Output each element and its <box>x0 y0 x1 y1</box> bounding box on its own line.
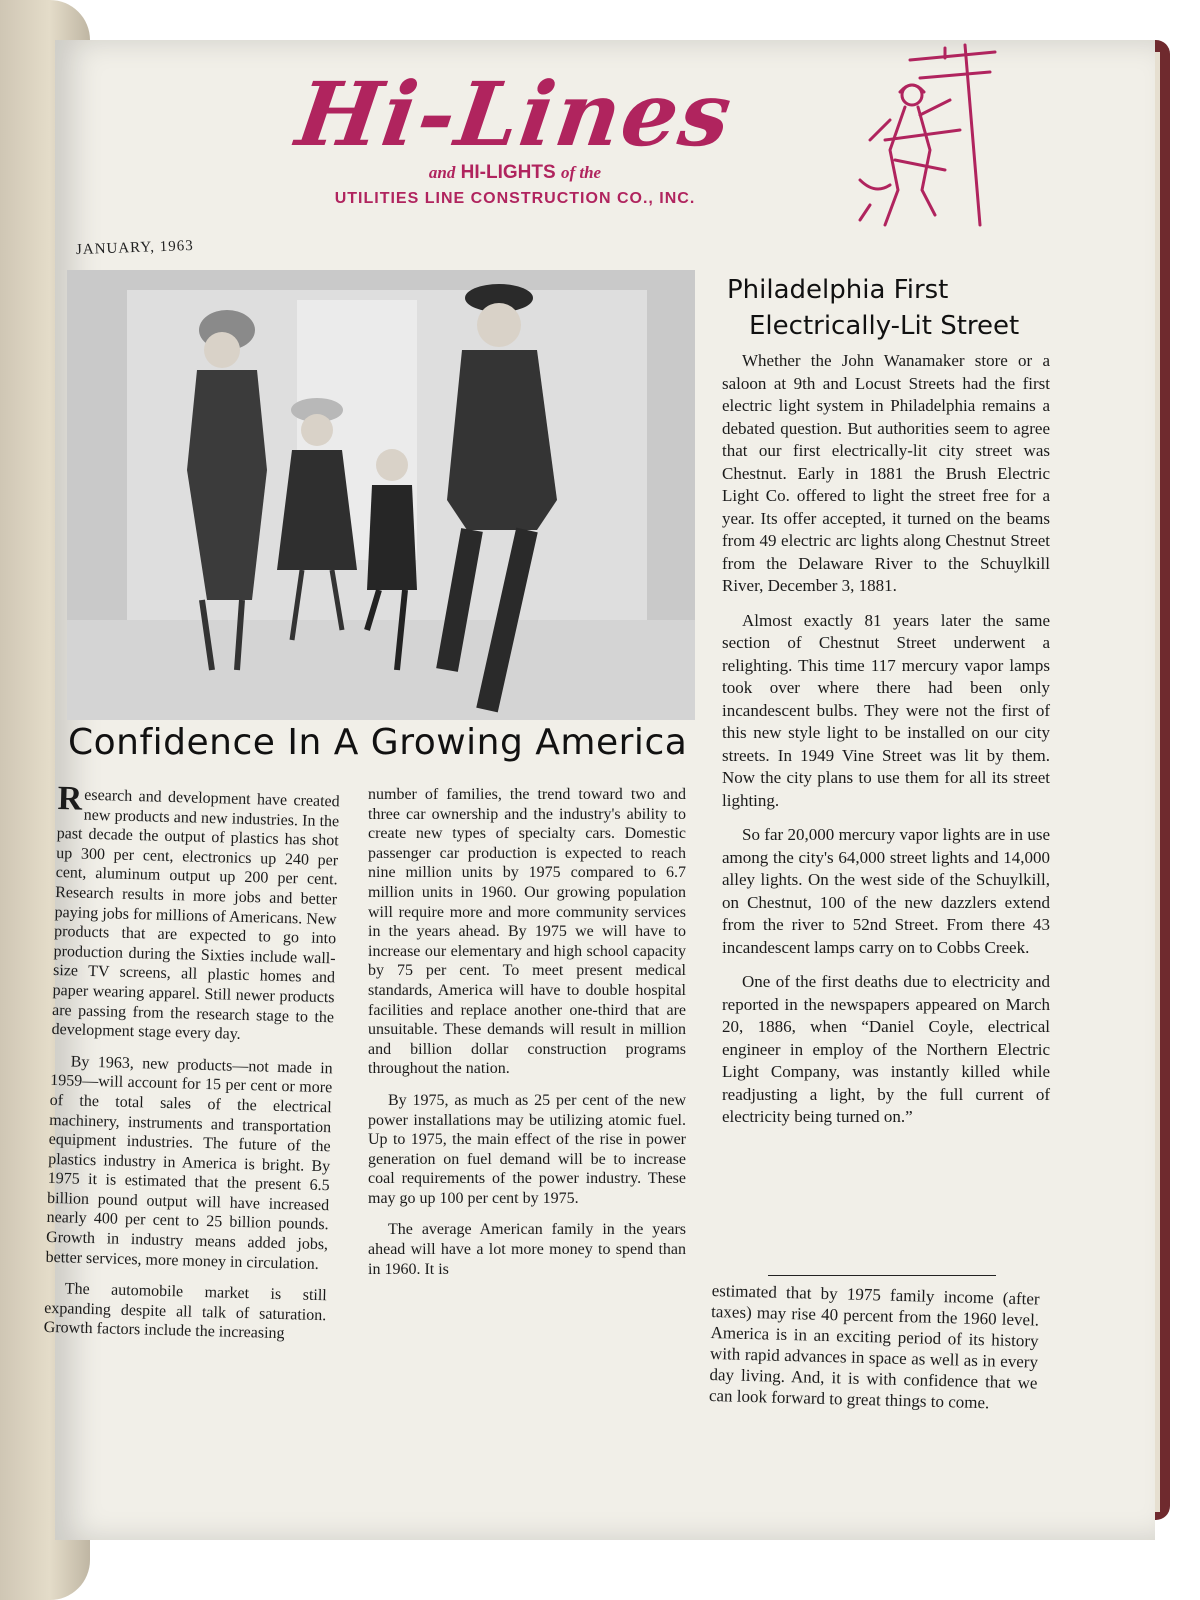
family-walking-illustration <box>67 270 695 720</box>
side-title-line-2: Electrically-Lit Street <box>749 311 1020 341</box>
drop-cap-letter: R <box>57 780 83 818</box>
article-paragraph: By 1975, as much as 25 per cent of the new power installations may be utilizing atomic fuel. Up to 1975, the main effect of the rise in power generation on fuel demand will be to increase coal requirements of the power industry. These may go up 100 per cent by 1975. <box>368 1091 686 1207</box>
side-title-line-1: Philadelphia First <box>727 275 949 305</box>
article-paragraph: By 1963, new products—not made in 1959—will account for 15 per cent or more of the total sales of the electrical machinery, instruments and transportation equipment industries. The future of the plastics industry in America is bright. By 1975 it is estimated that the present 6.5 billion pound output will have increased nearly 400 per cent to 25 billion pounds. Growth in industry means added jobs, better services, more money in circulation. <box>45 1053 333 1273</box>
masthead <box>280 62 750 208</box>
issue-date: JANUARY, 1963 <box>75 237 194 259</box>
column-divider-rule <box>768 1275 996 1276</box>
subtitle-of-the: of the <box>560 163 602 182</box>
article-paragraph: Research and development have created new products and new industries. In the past decade the output of plastics has shot up 300 per cent, electronics up 240 per cent, aluminum output up 200 per cent. Research results in more jobs and better paying jobs for millions of Americans. New products that are expected to go into production during the Sixties include wall-size TV screens, all plastic homes and paper wearing apparel. Still newer products are passing from the research stage to the development stage every day. <box>51 780 340 1043</box>
side-article-column <box>722 350 1050 1141</box>
masthead-title: Hi-Lines <box>290 62 740 166</box>
side-paragraph: Almost exactly 81 years later the same section of Chestnut Street underwent a relighting. This time 117 mercury vapor lamps took over where there had been only incandescent bulbs. They were not the first of this new style light to be installed on our city streets. In 1949 Vine Street was lit by them. Now the city plans to use them for all its street lighting. <box>722 610 1050 810</box>
lineman-on-pole-illustration <box>850 40 1000 230</box>
article-paragraph: The average American family in the years ahead will have a lot more money to spend than in 1960. It is <box>368 1221 686 1278</box>
side-article-title <box>727 272 1057 344</box>
family-photo <box>67 270 695 720</box>
main-article-continuation <box>708 1280 1040 1427</box>
company-name: UTILITIES LINE CONSTRUCTION CO., INC. <box>334 190 696 207</box>
article-paragraph: The automobile market is still expanding despite all talk of saturation. Growth factors include the increasing <box>43 1280 327 1343</box>
subtitle-and: and <box>428 163 456 182</box>
subtitle-hi-lights: HI-LIGHTS <box>460 162 556 183</box>
main-article-column-2 <box>368 785 686 1291</box>
side-paragraph: So far 20,000 mercury vapor lights are in use among the city's 64,000 street lights and 14,000 alley lights. On the west side of the Schuylkill, on Chestnut, 100 of the new dazzlers extend from the river to 52nd Street. From there 43 incandescent lamps carry on to Cobbs Creek. <box>722 825 1050 957</box>
main-headline: Confidence In A Growing America <box>68 722 688 763</box>
main-article-column-1 <box>43 780 340 1357</box>
article-paragraph: number of families, the trend toward two and three car ownership and the industry's ability to create new types of specialty cars. Domestic passenger car production is expected to reach nine million units by 1975 compared to 6.7 million units in 1960. Our growing population will require more and more community services in the years ahead. By 1975 we will have to increase our elementary and high school capacity by 75 per cent. To meet present medical standards, America will have to double hospital facilities and replace another one-third that are unsuitable. These demands will result in million and billion dollar construction programs throughout the nation. <box>368 786 686 1078</box>
side-paragraph: One of the first deaths due to electricity and reported in the newspapers appeared on March 20, 1886, when “Daniel Coyle, electrical engineer in employ of the Northern Electric Light Company, was instantly killed while readjusting a light, by the full current of electricity being turned on.” <box>722 972 1050 1126</box>
side-paragraph: Whether the John Wanamaker store or a saloon at 9th and Locust Streets had the first electric light system in Philadelphia remains a debated question. But authorities seem to agree that our first electrically-lit city street was Chestnut. Early in 1881 the Brush Electric Light Co. offered to light the street free for a year. Its offer accepted, it turned on the beams from 49 electric arc lights along Chestnut Street from the Delaware River to the Schuylkill River, December 3, 1881. <box>722 351 1050 595</box>
continuation-paragraph: estimated that by 1975 family income (after taxes) may rise 40 percent from the 1960 level. America is in an exciting period of its history with rapid advances in space as well as in every day living. And, it is with confidence that we can look forward to great things to come. <box>708 1280 1040 1413</box>
